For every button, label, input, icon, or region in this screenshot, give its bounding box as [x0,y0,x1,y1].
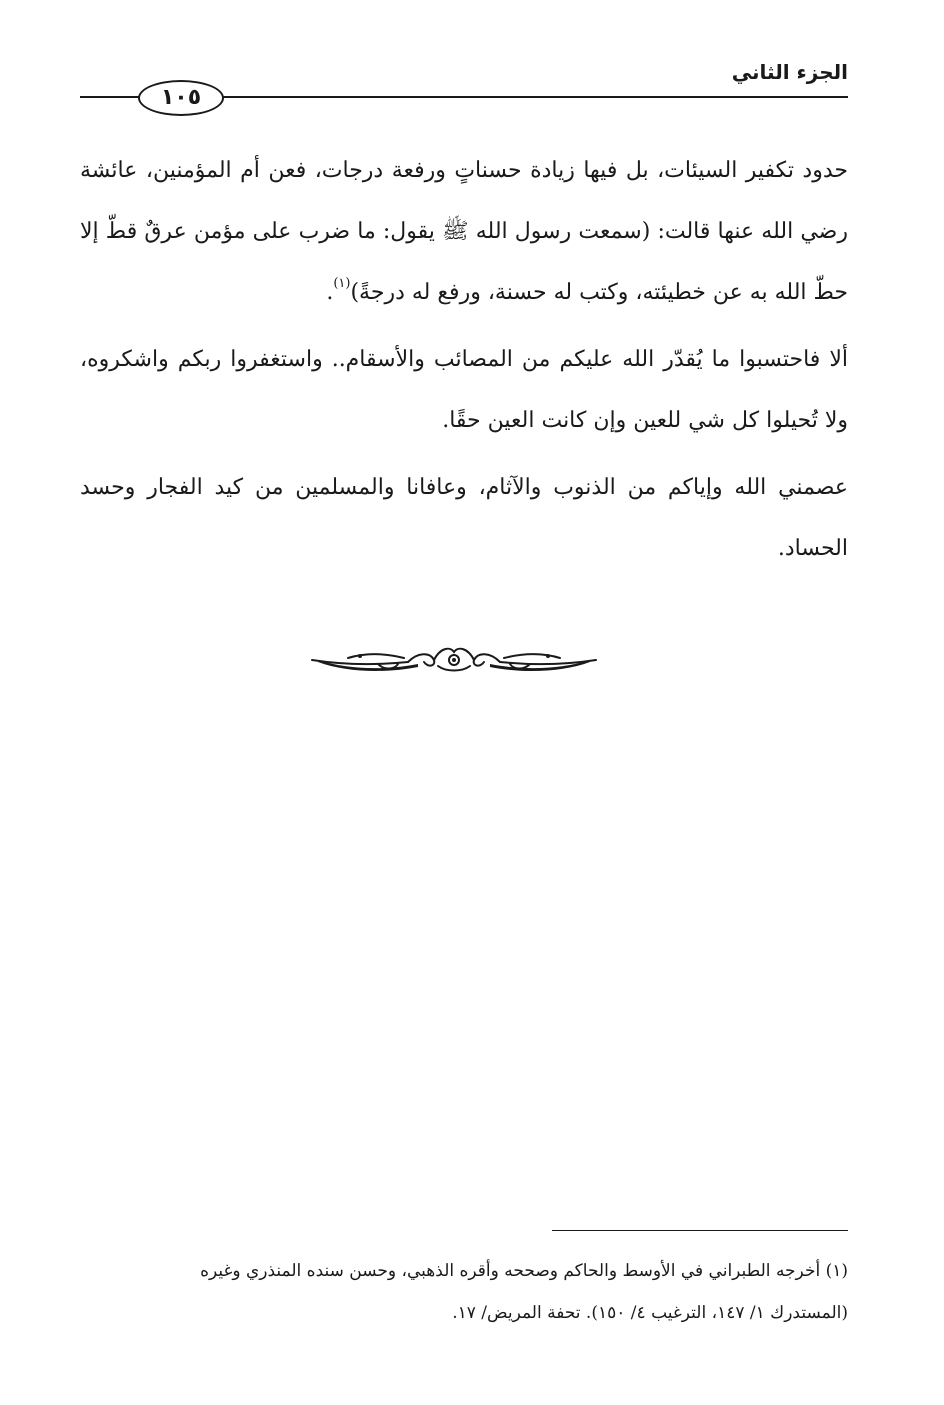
paragraph-1-text: حدود تكفير السيئات، بل فيها زيادة حسناتٍ ورفعة درجات، فعن أم المؤمنين، عائشة رضي الله عنها قالت: (سمعت رسول الله ﷺ يقول: ما ضرب على مؤمن عرقٌ قطّ إلا حطّ الله به عن خطيئته، وكتب له حسنة، ورفع له درجةً) [80,158,848,305]
paragraph-3: عصمني الله وإياكم من الذنوب والآثام، وعافانا والمسلمين من كيد الفجار وحسد الحساد. [80,475,848,561]
main-text [80,140,848,585]
paragraph-1-period: . [326,280,334,305]
footnotes [80,1250,848,1334]
page-number: ١٠٥ [138,80,224,116]
footnote-marker: (١) [333,276,351,291]
paragraph-1 [80,140,848,323]
footnote-rule [552,1230,848,1231]
floral-divider-icon [308,640,600,680]
footnote-line-2: (المستدرك ١/ ١٤٧، الترغيب ٤/ ١٥٠). تحفة المريض/ ١٧. [452,1303,848,1323]
paragraph-2: ألا فاحتسبوا ما يُقدّر الله عليكم من المصائب والأسقام.. واستغفروا ربكم واشكروه، ولا تُحيلوا كل شي للعين وإن كانت العين حقًا. [80,347,848,433]
running-title: الجزء الثاني [731,60,848,84]
footnote-line-1: (١) أخرجه الطبراني في الأوسط والحاكم وصححه وأقره الذهبي، وحسن سنده المنذري وغيره [200,1261,848,1281]
